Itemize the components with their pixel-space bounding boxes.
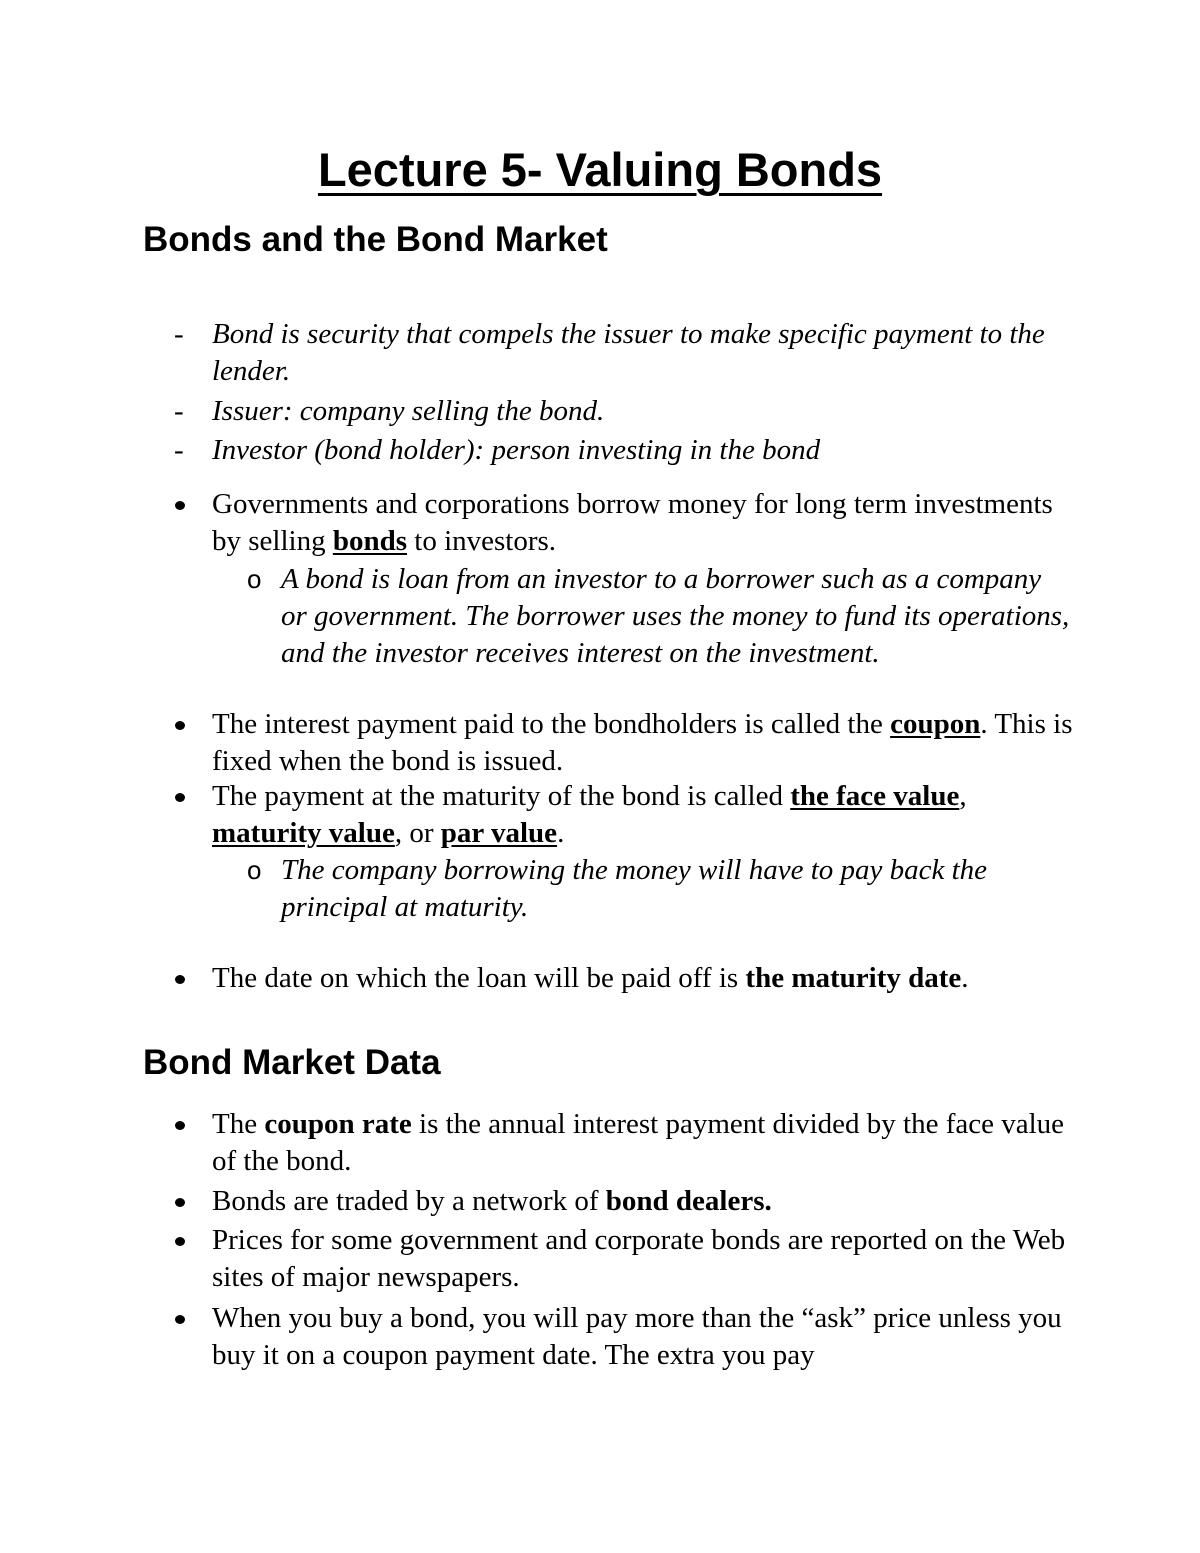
dash-marker: - bbox=[174, 434, 184, 466]
bullet-item bbox=[212, 1183, 1082, 1220]
bullet-item bbox=[212, 706, 1082, 780]
bullet-marker bbox=[175, 1198, 185, 1207]
term-bonds: bonds bbox=[332, 525, 408, 557]
dash-item bbox=[174, 393, 1072, 430]
dash-item bbox=[174, 432, 1072, 469]
dash-item bbox=[174, 316, 1072, 390]
sub-item-text: The company borrowing the money will have to pay back the principal at maturity. bbox=[281, 854, 988, 923]
bullet-text: The bbox=[212, 1108, 265, 1140]
term-par-value: par value bbox=[440, 817, 558, 849]
sub-item-text: A bond is loan from an investor to a borrower such as a company or government. The borrower uses the money to fund its operations, and the investor receives interest on the investment. bbox=[281, 563, 1070, 669]
term-maturity-date: the maturity date bbox=[745, 962, 962, 994]
bullet-item bbox=[212, 1106, 1082, 1180]
bullet-item bbox=[212, 1222, 1082, 1296]
term-maturity-value: maturity value bbox=[212, 817, 395, 849]
bullet-marker bbox=[175, 1237, 185, 1246]
dash-item-text: Issuer: company selling the bond. bbox=[212, 395, 605, 427]
bullet-text: The interest payment paid to the bondholders is called the bbox=[212, 708, 891, 740]
bullet-text: The payment at the maturity of the bond is called bbox=[212, 780, 791, 812]
page-title: Lecture 5- Valuing Bonds bbox=[317, 143, 883, 196]
term-face-value: the face value bbox=[790, 780, 960, 812]
section-heading-bonds-market: Bonds and the Bond Market bbox=[143, 220, 608, 259]
dash-marker: - bbox=[174, 395, 184, 427]
bullet-text: Governments and corporations borrow money for long term investments by selling bbox=[212, 488, 1053, 557]
sub-marker: o bbox=[247, 855, 262, 885]
bullet-text: . bbox=[557, 817, 565, 849]
bullet-item bbox=[212, 1300, 1082, 1374]
term-coupon: coupon bbox=[890, 708, 981, 740]
bullet-marker bbox=[175, 721, 185, 730]
bullet-marker bbox=[175, 975, 185, 984]
bullet-text: When you buy a bond, you will pay more than the “ask” price unless you buy it on a coupon payment date. The extra you pay bbox=[212, 1302, 1062, 1371]
sub-marker: o bbox=[247, 564, 262, 594]
bullet-item bbox=[212, 778, 1082, 852]
sub-item bbox=[247, 852, 1071, 926]
bullet-text: is the annual interest payment divided by the face value of the bond. bbox=[212, 1108, 1065, 1177]
bullet-text: The date on which the loan will be paid off is bbox=[212, 962, 746, 994]
bullet-text: Prices for some government and corporate bonds are reported on the Web sites of major newspapers. bbox=[212, 1224, 1066, 1293]
bullet-marker bbox=[175, 501, 185, 510]
bullet-item bbox=[212, 486, 1082, 560]
term-bond-dealers: bond dealers. bbox=[605, 1185, 772, 1217]
dash-marker: - bbox=[174, 318, 184, 350]
dash-item-text: Bond is security that compels the issuer to make specific payment to the lender. bbox=[212, 318, 1045, 387]
bullet-text: . This is fixed when the bond is issued. bbox=[212, 708, 1073, 777]
term-coupon-rate: coupon rate bbox=[264, 1108, 412, 1140]
section-heading-bond-market-data: Bond Market Data bbox=[143, 1043, 441, 1082]
bullet-marker bbox=[175, 1315, 185, 1324]
sub-item bbox=[247, 561, 1071, 672]
bullet-item bbox=[212, 960, 1082, 997]
bullet-text: Bonds are traded by a network of bbox=[212, 1185, 606, 1217]
bullet-text: , or bbox=[394, 817, 441, 849]
bullet-marker bbox=[175, 1121, 185, 1130]
bullet-marker bbox=[175, 793, 185, 802]
bullet-text: , bbox=[959, 780, 967, 812]
bullet-text: to investors. bbox=[407, 525, 557, 557]
bullet-text: . bbox=[961, 962, 969, 994]
dash-item-text: Investor (bond holder): person investing in the bond bbox=[212, 434, 821, 466]
